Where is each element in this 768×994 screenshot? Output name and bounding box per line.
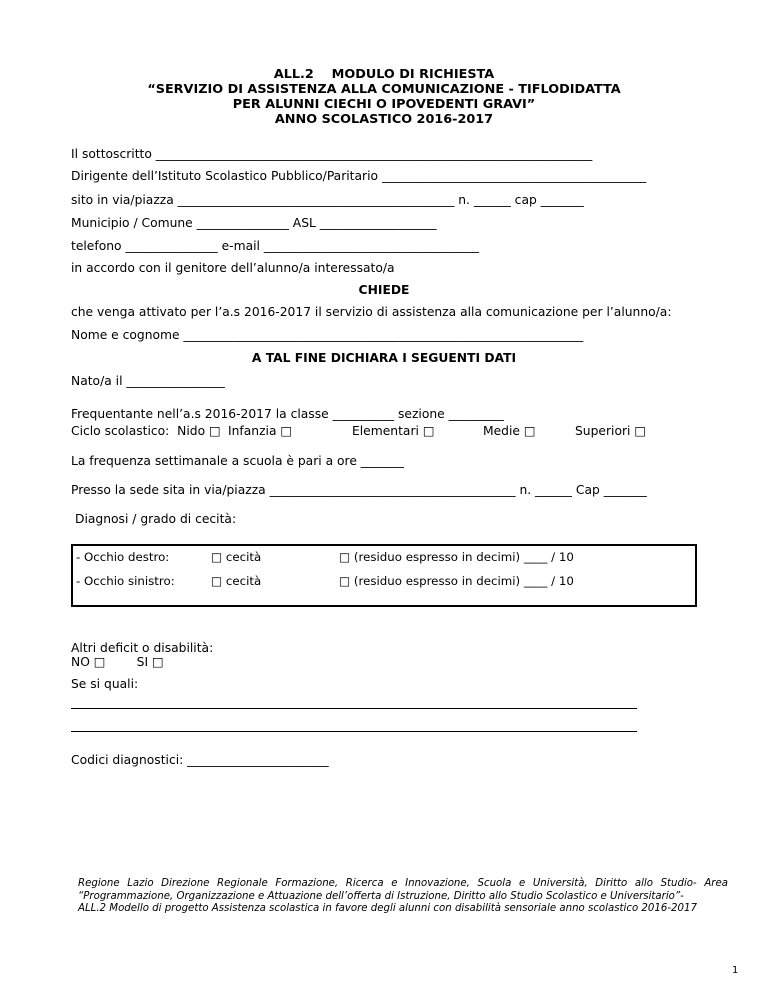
sito-field[interactable]: sito in via/piazza _____________________________________________ n. ______ cap _______ (71, 193, 584, 207)
telefono-field[interactable]: telefono _______________ e-mail ___________________________________ (71, 239, 480, 253)
footer-line-1: Regione Lazio Direzione Regionale Formazione, Ricerca e Innovazione, Scuola e Università, Diritto allo Studio- Area (78, 878, 728, 889)
frequentante-field[interactable]: Frequentante nell’a.s 2016-2017 la classe __________ sezione _________ (71, 407, 504, 421)
ciclo-medie-checkbox[interactable]: Medie □ (483, 424, 536, 438)
codici-field[interactable]: Codici diagnostici: _______________________ (71, 753, 329, 767)
se-si-label: Se si quali: (71, 677, 139, 691)
ciclo-nido-checkbox[interactable]: Ciclo scolastico: Nido □ (71, 424, 221, 438)
page-number: 1 (732, 965, 739, 976)
ciclo-superiori-checkbox[interactable]: Superiori □ (575, 424, 646, 438)
destro-residuo-field[interactable]: □ (residuo espresso in decimi) ____ / 10 (339, 550, 574, 564)
destro-cecita-checkbox[interactable]: □ cecità (211, 550, 262, 564)
title-line-4: ANNO SCOLASTICO 2016-2017 (274, 112, 494, 127)
no-si-checkboxes[interactable]: NO □ SI □ (71, 655, 164, 669)
sottoscritto-field[interactable]: Il sottoscritto _______________________________________________________________________ (71, 147, 593, 161)
sinistro-cecita-checkbox[interactable]: □ cecità (211, 574, 262, 588)
nato-field[interactable]: Nato/a il ________________ (71, 374, 225, 388)
diagnosi-label: Diagnosi / grado di cecità: (75, 512, 237, 526)
title-line-1: ALL.2 MODULO DI RICHIESTA (273, 67, 495, 82)
title-line-2: “SERVIZIO DI ASSISTENZA ALLA COMUNICAZIONE - TIFLODIDATTA (147, 82, 621, 97)
answer-line-1[interactable] (71, 708, 637, 709)
footer-note (78, 878, 728, 916)
municipio-field[interactable]: Municipio / Comune _______________ ASL ___________________ (71, 216, 437, 230)
answer-line-2[interactable] (71, 731, 637, 732)
footer-line-2: “Programmazione, Organizzazione e Attuazione dell’offerta di Istruzione, Diritto allo Studio Scolastico e Universitario”- (78, 890, 684, 902)
altri-deficit-label: Altri deficit o disabilità: (71, 641, 214, 655)
chiede-heading: CHIEDE (358, 283, 410, 297)
sinistro-residuo-field[interactable]: □ (residuo espresso in decimi) ____ / 10 (339, 574, 574, 588)
attivato-text: che venga attivato per l’a.s 2016-2017 il servizio di assistenza alla comunicazione per l’alunno/a: (71, 305, 672, 319)
occhio-destro-label: - Occhio destro: (76, 550, 170, 564)
presso-field[interactable]: Presso la sede sita in via/piazza ________________________________________ n. ______ Cap _______ (71, 483, 647, 497)
dirigente-field[interactable]: Dirigente dell’Istituto Scolastico Pubblico/Paritario ___________________________________________ (71, 169, 647, 183)
frequenza-field[interactable]: La frequenza settimanale a scuola è pari a ore _______ (71, 454, 404, 468)
title-line-3: PER ALUNNI CIECHI O IPOVEDENTI GRAVI” (232, 97, 536, 112)
nome-cognome-field[interactable]: Nome e cognome _________________________________________________________________ (71, 328, 584, 342)
ciclo-elementari-checkbox[interactable]: Elementari □ (352, 424, 435, 438)
footer-line-3: ALL.2 Modello di progetto Assistenza scolastica in favore degli alunni con disabilità sensoriale anno scolastico 2016-2017 (78, 903, 697, 914)
ciclo-infanzia-checkbox[interactable]: Infanzia □ (228, 424, 293, 438)
occhio-sinistro-label: - Occhio sinistro: (76, 574, 175, 588)
dichiara-heading: A TAL FINE DICHIARA I SEGUENTI DATI (251, 351, 517, 365)
accordo-text: in accordo con il genitore dell’alunno/a interessato/a (71, 261, 395, 275)
